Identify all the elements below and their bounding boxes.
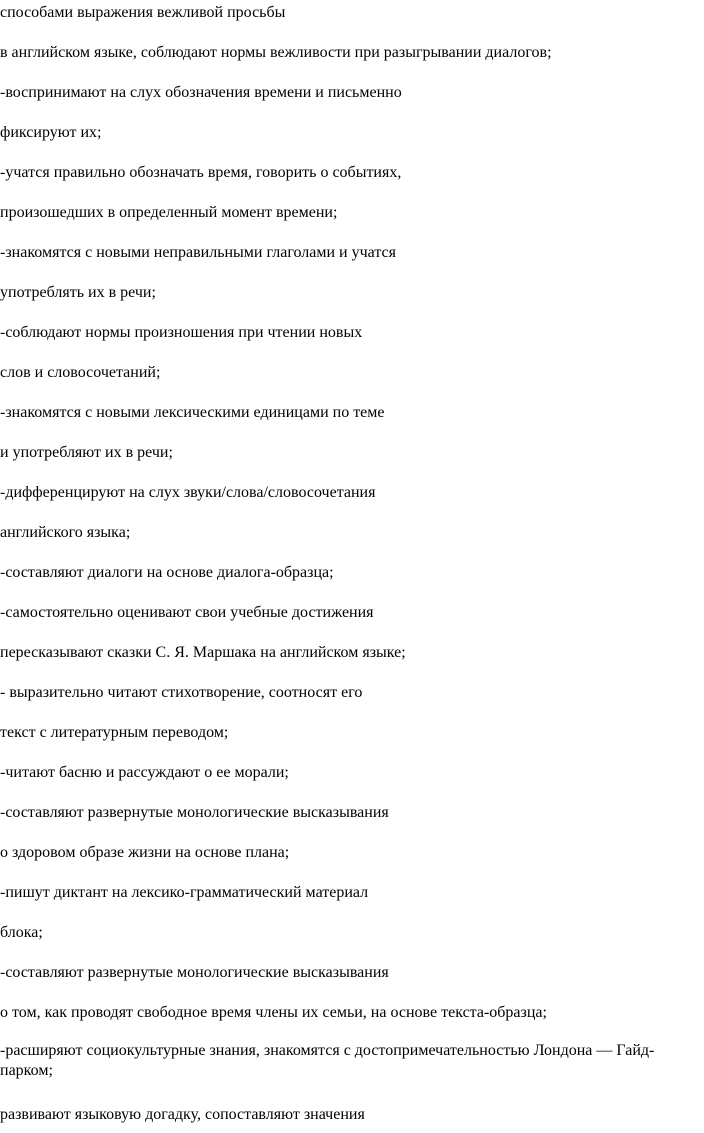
- text-line: -составляют развернутые монологические высказывания: [0, 804, 389, 821]
- text-line: пересказывают сказки С. Я. Маршака на английском языке;: [0, 644, 406, 661]
- text-line: -составляют развернутые монологические высказывания: [0, 964, 389, 981]
- text-line: и употребляют их в речи;: [0, 444, 173, 461]
- text-line: в английском языке, соблюдают нормы вежливости при разыгрывании диалогов;: [0, 44, 552, 61]
- text-line: -читают басню и рассуждают о ее морали;: [0, 764, 289, 781]
- text-line: -знакомятся с новыми неправильными глаголами и учатся: [0, 244, 396, 261]
- text-line: -расширяют социокультурные знания, знакомятся с достопримечательностью Лондона — Гайд-парком;: [0, 1042, 655, 1079]
- text-line: способами выражения вежливой просьбы: [0, 4, 286, 21]
- text-line: -дифференцируют на слух звуки/слова/словосочетания: [0, 484, 376, 501]
- text-line: -учатся правильно обозначать время, говорить о событиях,: [0, 164, 402, 181]
- text-line: произошедших в определенный момент времени;: [0, 204, 338, 221]
- text-line: -составляют диалоги на основе диалога-образца;: [0, 564, 334, 581]
- text-line: текст с литературным переводом;: [0, 724, 229, 741]
- text-line: -соблюдают нормы произношения при чтении новых: [0, 324, 363, 341]
- text-line: о том, как проводят свободное время члены их семьи, на основе текста-образца;: [0, 1004, 547, 1021]
- text-line: -знакомятся с новыми лексическими единицами по теме: [0, 404, 385, 421]
- text-line: развивают языковую догадку, сопоставляют значения: [0, 1106, 365, 1123]
- text-line: слов и словосочетаний;: [0, 364, 161, 381]
- text-line: фиксируют их;: [0, 124, 102, 141]
- text-line: -воспринимают на слух обозначения времени и письменно: [0, 84, 402, 101]
- text-line: -самостоятельно оценивают свои учебные достижения: [0, 604, 374, 621]
- text-line: блока;: [0, 924, 43, 941]
- text-line: -пишут диктант на лексико-грамматический материал: [0, 884, 369, 901]
- text-line: о здоровом образе жизни на основе плана;: [0, 844, 290, 861]
- text-line: английского языка;: [0, 524, 131, 541]
- text-line: употреблять их в речи;: [0, 284, 156, 301]
- text-line: - выразительно читают стихотворение, соотносят его: [0, 684, 363, 701]
